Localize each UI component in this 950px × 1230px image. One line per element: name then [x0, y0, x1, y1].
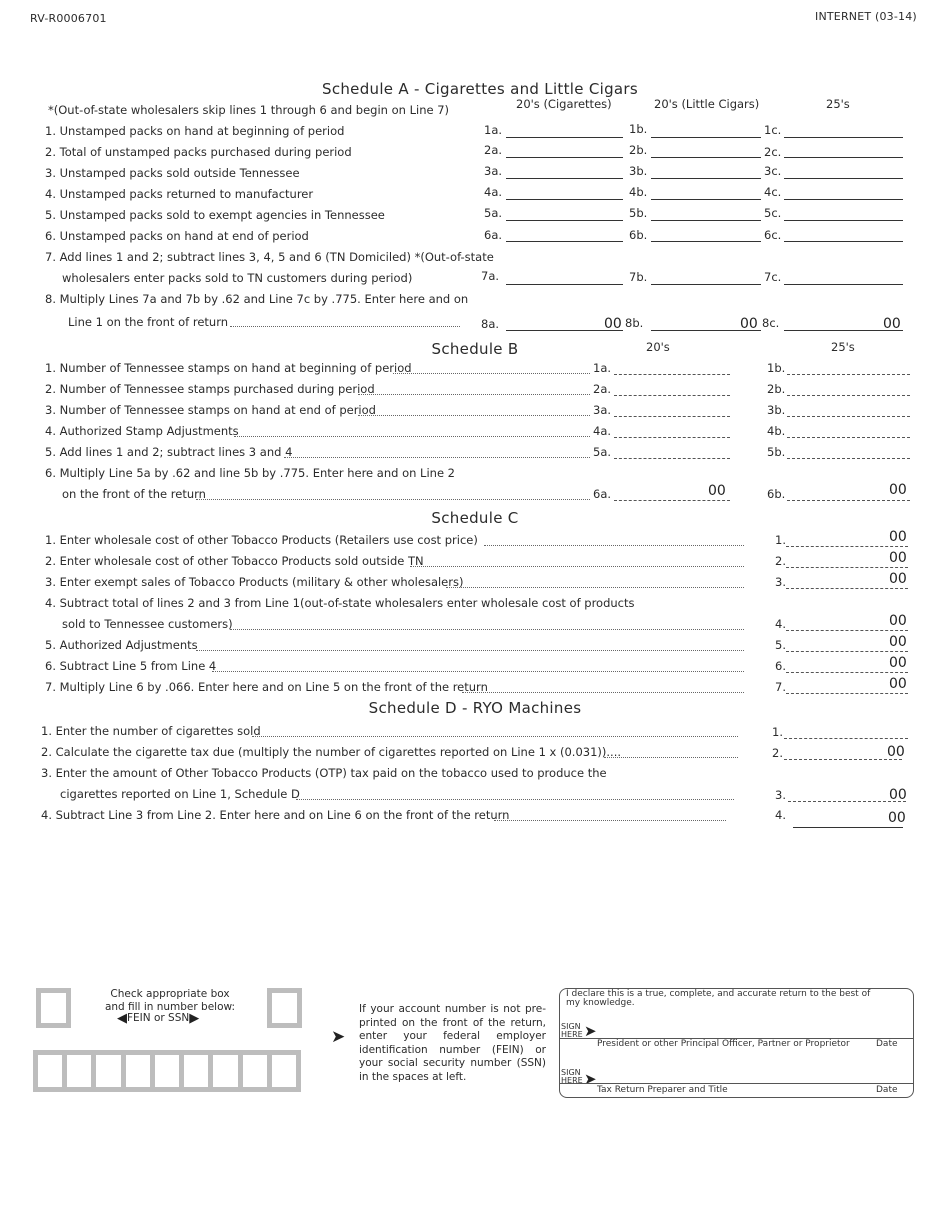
field-label: 5a.: [593, 445, 612, 459]
field-label: 2.: [775, 554, 786, 568]
leader-dots: [410, 566, 744, 567]
cents-c6: 00: [889, 655, 907, 671]
check-text-line-2: and fill in number below:: [104, 1001, 236, 1013]
field-label: 6a.: [484, 228, 503, 242]
field-2a[interactable]: [506, 157, 623, 158]
row-text: 2. Enter wholesale cost of other Tobacco Products sold outside TN: [45, 554, 424, 568]
row-text: 1. Unstamped packs on hand at beginning of period: [45, 124, 345, 138]
field-b3b[interactable]: [787, 416, 910, 417]
field-label: 2a.: [593, 382, 612, 396]
fein-or-ssn-label: FEIN or SSN: [127, 1012, 190, 1024]
field-label: 4b.: [767, 424, 786, 438]
field-c4[interactable]: [786, 630, 908, 631]
preparer-signature-line[interactable]: [560, 1083, 914, 1084]
row-text: 4. Subtract Line 3 from Line 2. Enter here and on Line 6 on the front of the return: [41, 808, 510, 822]
field-label: 7.: [775, 680, 786, 694]
row-text: 7. Add lines 1 and 2; subtract lines 3, 4, 5 and 6 (TN Domiciled) *(Out-of-state: [45, 250, 494, 264]
field-d4[interactable]: [793, 827, 903, 828]
field-b6a[interactable]: [614, 500, 730, 501]
digit-box[interactable]: [67, 1055, 91, 1087]
ssn-checkbox[interactable]: [267, 988, 302, 1028]
fein-or-ssn-row: [117, 1011, 199, 1026]
row-text: 8. Multiply Lines 7a and 7b by .62 and Line 7c by .775. Enter here and on: [45, 292, 469, 306]
leader-dots: [230, 326, 460, 327]
field-b1b[interactable]: [787, 374, 910, 375]
field-5b[interactable]: [651, 220, 761, 221]
field-label: 5c.: [764, 206, 782, 220]
schedule-a-col-25s: 25's: [826, 97, 850, 111]
field-4b[interactable]: [651, 199, 761, 200]
field-label: 6c.: [764, 228, 782, 242]
field-4a[interactable]: [506, 199, 623, 200]
field-label: 5.: [775, 638, 786, 652]
row-text: 5. Authorized Adjustments: [45, 638, 198, 652]
field-label: 4.: [775, 808, 786, 822]
field-c5[interactable]: [786, 651, 908, 652]
field-label: 6b.: [629, 228, 648, 242]
leader-dots: [196, 499, 590, 500]
field-label: 3.: [775, 575, 786, 589]
leader-dots: [296, 799, 734, 800]
field-b5b[interactable]: [787, 458, 910, 459]
field-b1a[interactable]: [614, 374, 730, 375]
row-text: 4. Authorized Stamp Adjustments: [45, 424, 239, 438]
row-text: 6. Multiply Line 5a by .62 and line 5b by .775. Enter here and on Line 2: [45, 466, 455, 480]
field-label: 2a.: [484, 143, 503, 157]
pointer-arrow-icon: ➤: [331, 1027, 346, 1047]
fein-checkbox[interactable]: [36, 988, 71, 1028]
field-4c[interactable]: [784, 199, 903, 200]
field-2b[interactable]: [651, 157, 761, 158]
field-2c[interactable]: [784, 157, 903, 158]
schedule-a-note: *(Out-of-state wholesalers skip lines 1 through 6 and begin on Line 7): [48, 103, 450, 117]
field-label: 8b.: [625, 316, 644, 330]
field-d1[interactable]: [784, 738, 908, 739]
field-b2a[interactable]: [614, 395, 730, 396]
leader-dots: [604, 757, 738, 758]
row-text: 1. Number of Tennessee stamps on hand at beginning of period: [45, 361, 412, 375]
row-text: 1. Enter wholesale cost of other Tobacco Products (Retailers use cost price): [45, 533, 478, 547]
sign-arrow-icon: ➤: [584, 1070, 597, 1088]
field-label: 4a.: [484, 185, 503, 199]
field-label: 3a.: [593, 403, 612, 417]
field-label: 5b.: [767, 445, 786, 459]
row-text: 4. Subtract total of lines 2 and 3 from Line 1(out-of-state wholesalers enter wholesale cost of products: [45, 596, 635, 610]
digit-box[interactable]: [126, 1055, 150, 1087]
leader-dots: [358, 394, 590, 395]
cents-8c: 00: [883, 316, 901, 332]
field-6c[interactable]: [784, 241, 903, 242]
field-c2[interactable]: [786, 567, 908, 568]
left-arrow-icon: ◀: [117, 1011, 127, 1026]
form-id: RV-R0006701: [30, 12, 107, 25]
schedule-b-title: Schedule B: [431, 340, 519, 358]
field-label: 5a.: [484, 206, 503, 220]
cents-c3: 00: [889, 571, 907, 587]
check-text-line-1: Check appropriate box: [110, 988, 230, 1000]
field-7a[interactable]: [506, 284, 623, 285]
cents-c7: 00: [889, 676, 907, 692]
schedule-a-col-cigarettes: 20's (Cigarettes): [516, 97, 612, 111]
field-label: 3a.: [484, 164, 503, 178]
row-text: 5. Unstamped packs sold to exempt agencies in Tennessee: [45, 208, 385, 222]
row-text: 6. Unstamped packs on hand at end of period: [45, 229, 309, 243]
field-label: 4b.: [629, 185, 648, 199]
cents-c2: 00: [889, 550, 907, 566]
field-label: 4c.: [764, 185, 782, 199]
leader-dots: [494, 820, 726, 821]
cents-b6a: 00: [708, 483, 726, 499]
field-6a[interactable]: [506, 241, 623, 242]
field-1a[interactable]: [506, 137, 623, 138]
form-version: INTERNET (03-14): [815, 10, 917, 23]
digit-box[interactable]: [155, 1055, 179, 1087]
field-c6[interactable]: [786, 672, 908, 673]
cents-8b: 00: [740, 316, 758, 332]
field-label: 6b.: [767, 487, 786, 501]
row-text: on the front of the return: [62, 487, 206, 501]
leader-dots: [393, 373, 590, 374]
field-label: 8a.: [481, 317, 500, 331]
leader-dots: [252, 736, 738, 737]
field-label: 8c.: [762, 316, 780, 330]
digit-box[interactable]: [243, 1055, 267, 1087]
field-b4b[interactable]: [787, 437, 910, 438]
cents-c4: 00: [889, 613, 907, 629]
field-label: 3.: [775, 788, 786, 802]
field-label: 7c.: [764, 270, 782, 284]
row-text: 3. Unstamped packs sold outside Tennessee: [45, 166, 300, 180]
date-label: Date: [876, 1039, 898, 1049]
field-b4a[interactable]: [614, 437, 730, 438]
cents-c5: 00: [889, 634, 907, 650]
field-b6b[interactable]: [787, 500, 910, 501]
field-label: 7a.: [481, 269, 500, 283]
leader-dots: [212, 671, 744, 672]
field-7b[interactable]: [651, 284, 761, 285]
field-label: 1.: [772, 725, 783, 739]
field-label: 1.: [775, 533, 786, 547]
field-1b[interactable]: [651, 137, 761, 138]
declaration: I declare this is a true, complete, and accurate return to the best of my knowledge.: [566, 989, 871, 1008]
row-text: 7. Multiply Line 6 by .066. Enter here and on Line 5 on the front of the return: [45, 680, 488, 694]
field-label: 2b.: [629, 143, 648, 157]
leader-dots: [462, 692, 744, 693]
field-label: 6.: [775, 659, 786, 673]
field-5c[interactable]: [784, 220, 903, 221]
row-text: 3. Enter exempt sales of Tobacco Products (military & other wholesalers): [45, 575, 464, 589]
field-label: 5b.: [629, 206, 648, 220]
digit-box[interactable]: [38, 1055, 62, 1087]
field-c1[interactable]: [786, 546, 908, 547]
digit-box[interactable]: [184, 1055, 208, 1087]
leader-dots: [484, 545, 744, 546]
field-label: 1c.: [764, 123, 782, 137]
field-label: 1b.: [629, 122, 648, 136]
row-text: 4. Unstamped packs returned to manufacturer: [45, 187, 314, 201]
sign-here-label: SIGN HERE: [561, 1022, 583, 1039]
row-text: Line 1 on the front of return: [68, 315, 229, 329]
field-c3[interactable]: [786, 588, 908, 589]
field-b2b[interactable]: [787, 395, 910, 396]
field-3c[interactable]: [784, 178, 903, 179]
cents-d3: 00: [889, 787, 907, 803]
schedule-b-col-25s: 25's: [831, 340, 855, 354]
cents-d2: 00: [887, 744, 905, 760]
field-label: 2c.: [764, 145, 782, 159]
row-text: 6. Subtract Line 5 from Line 4: [45, 659, 217, 673]
field-c7[interactable]: [786, 693, 908, 694]
field-label: 3b.: [629, 164, 648, 178]
cents-8a: 00: [604, 316, 622, 332]
leader-dots: [196, 650, 744, 651]
field-label: 4.: [775, 617, 786, 631]
leader-dots: [358, 415, 590, 416]
schedule-d-title: Schedule D - RYO Machines: [368, 699, 582, 717]
field-label: 1b.: [767, 361, 786, 375]
schedule-c-title: Schedule C: [431, 509, 519, 527]
leader-dots: [284, 457, 590, 458]
leader-dots: [446, 587, 744, 588]
field-label: 3c.: [764, 164, 782, 178]
field-b3a[interactable]: [614, 416, 730, 417]
row-text: 1. Enter the number of cigarettes sold: [41, 724, 261, 738]
row-text: wholesalers enter packs sold to TN customers during period): [62, 271, 413, 285]
schedule-a-col-little-cigars: 20's (Little Cigars): [654, 97, 760, 111]
account-number-instruction: If your account number is not pre-printed on the front of the return, enter your federal employer identification number (FEIN) or your social security number (SSN) in the spaces at left.: [359, 1003, 546, 1083]
field-1c[interactable]: [784, 137, 903, 138]
field-3a[interactable]: [506, 178, 623, 179]
right-arrow-icon: ▶: [189, 1011, 200, 1026]
cents-d4: 00: [888, 810, 906, 826]
field-5a[interactable]: [506, 220, 623, 221]
row-text: 3. Enter the amount of Other Tobacco Products (OTP) tax paid on the tobacco used to produce the: [41, 766, 607, 780]
field-b5a[interactable]: [614, 458, 730, 459]
row-text: 5. Add lines 1 and 2; subtract lines 3 and 4: [45, 445, 293, 459]
field-label: 1a.: [593, 361, 612, 375]
field-label: 2.: [772, 746, 783, 760]
schedule-b-col-20s: 20's: [646, 340, 670, 354]
row-text: cigarettes reported on Line 1, Schedule D: [60, 787, 300, 801]
field-label: 3b.: [767, 403, 786, 417]
field-label: 7b.: [629, 270, 648, 284]
cents-c1: 00: [889, 529, 907, 545]
row-text: 2. Calculate the cigarette tax due (multiply the number of cigarettes reported on Line 1 x (0.031))....: [41, 745, 622, 759]
field-3b[interactable]: [651, 178, 761, 179]
schedule-a-title: Schedule A - Cigarettes and Little Cigars: [322, 80, 638, 98]
row-text: 3. Number of Tennessee stamps on hand at end of period: [45, 403, 376, 417]
row-text: sold to Tennessee customers): [62, 617, 233, 631]
digit-box[interactable]: [96, 1055, 120, 1087]
row-text: 2. Number of Tennessee stamps purchased during period: [45, 382, 375, 396]
preparer-label: Tax Return Preparer and Title: [597, 1085, 728, 1095]
row-text: 2. Total of unstamped packs purchased during period: [45, 145, 352, 159]
field-d2[interactable]: [784, 759, 902, 760]
field-6b[interactable]: [651, 241, 761, 242]
field-7c[interactable]: [784, 284, 903, 285]
officer-label: President or other Principal Officer, Partner or Proprietor: [597, 1039, 850, 1049]
digit-box[interactable]: [272, 1055, 296, 1087]
leader-dots: [234, 436, 590, 437]
field-label: 1a.: [484, 123, 503, 137]
id-number-grid: [33, 1050, 301, 1092]
digit-box[interactable]: [213, 1055, 237, 1087]
date-label: Date: [876, 1085, 898, 1095]
cents-b6b: 00: [889, 482, 907, 498]
leader-dots: [230, 629, 744, 630]
sign-here-label: SIGN HERE: [561, 1068, 583, 1085]
sign-arrow-icon: ➤: [584, 1022, 597, 1040]
field-label: 2b.: [767, 382, 786, 396]
field-label: 4a.: [593, 424, 612, 438]
field-label: 6a.: [593, 487, 612, 501]
